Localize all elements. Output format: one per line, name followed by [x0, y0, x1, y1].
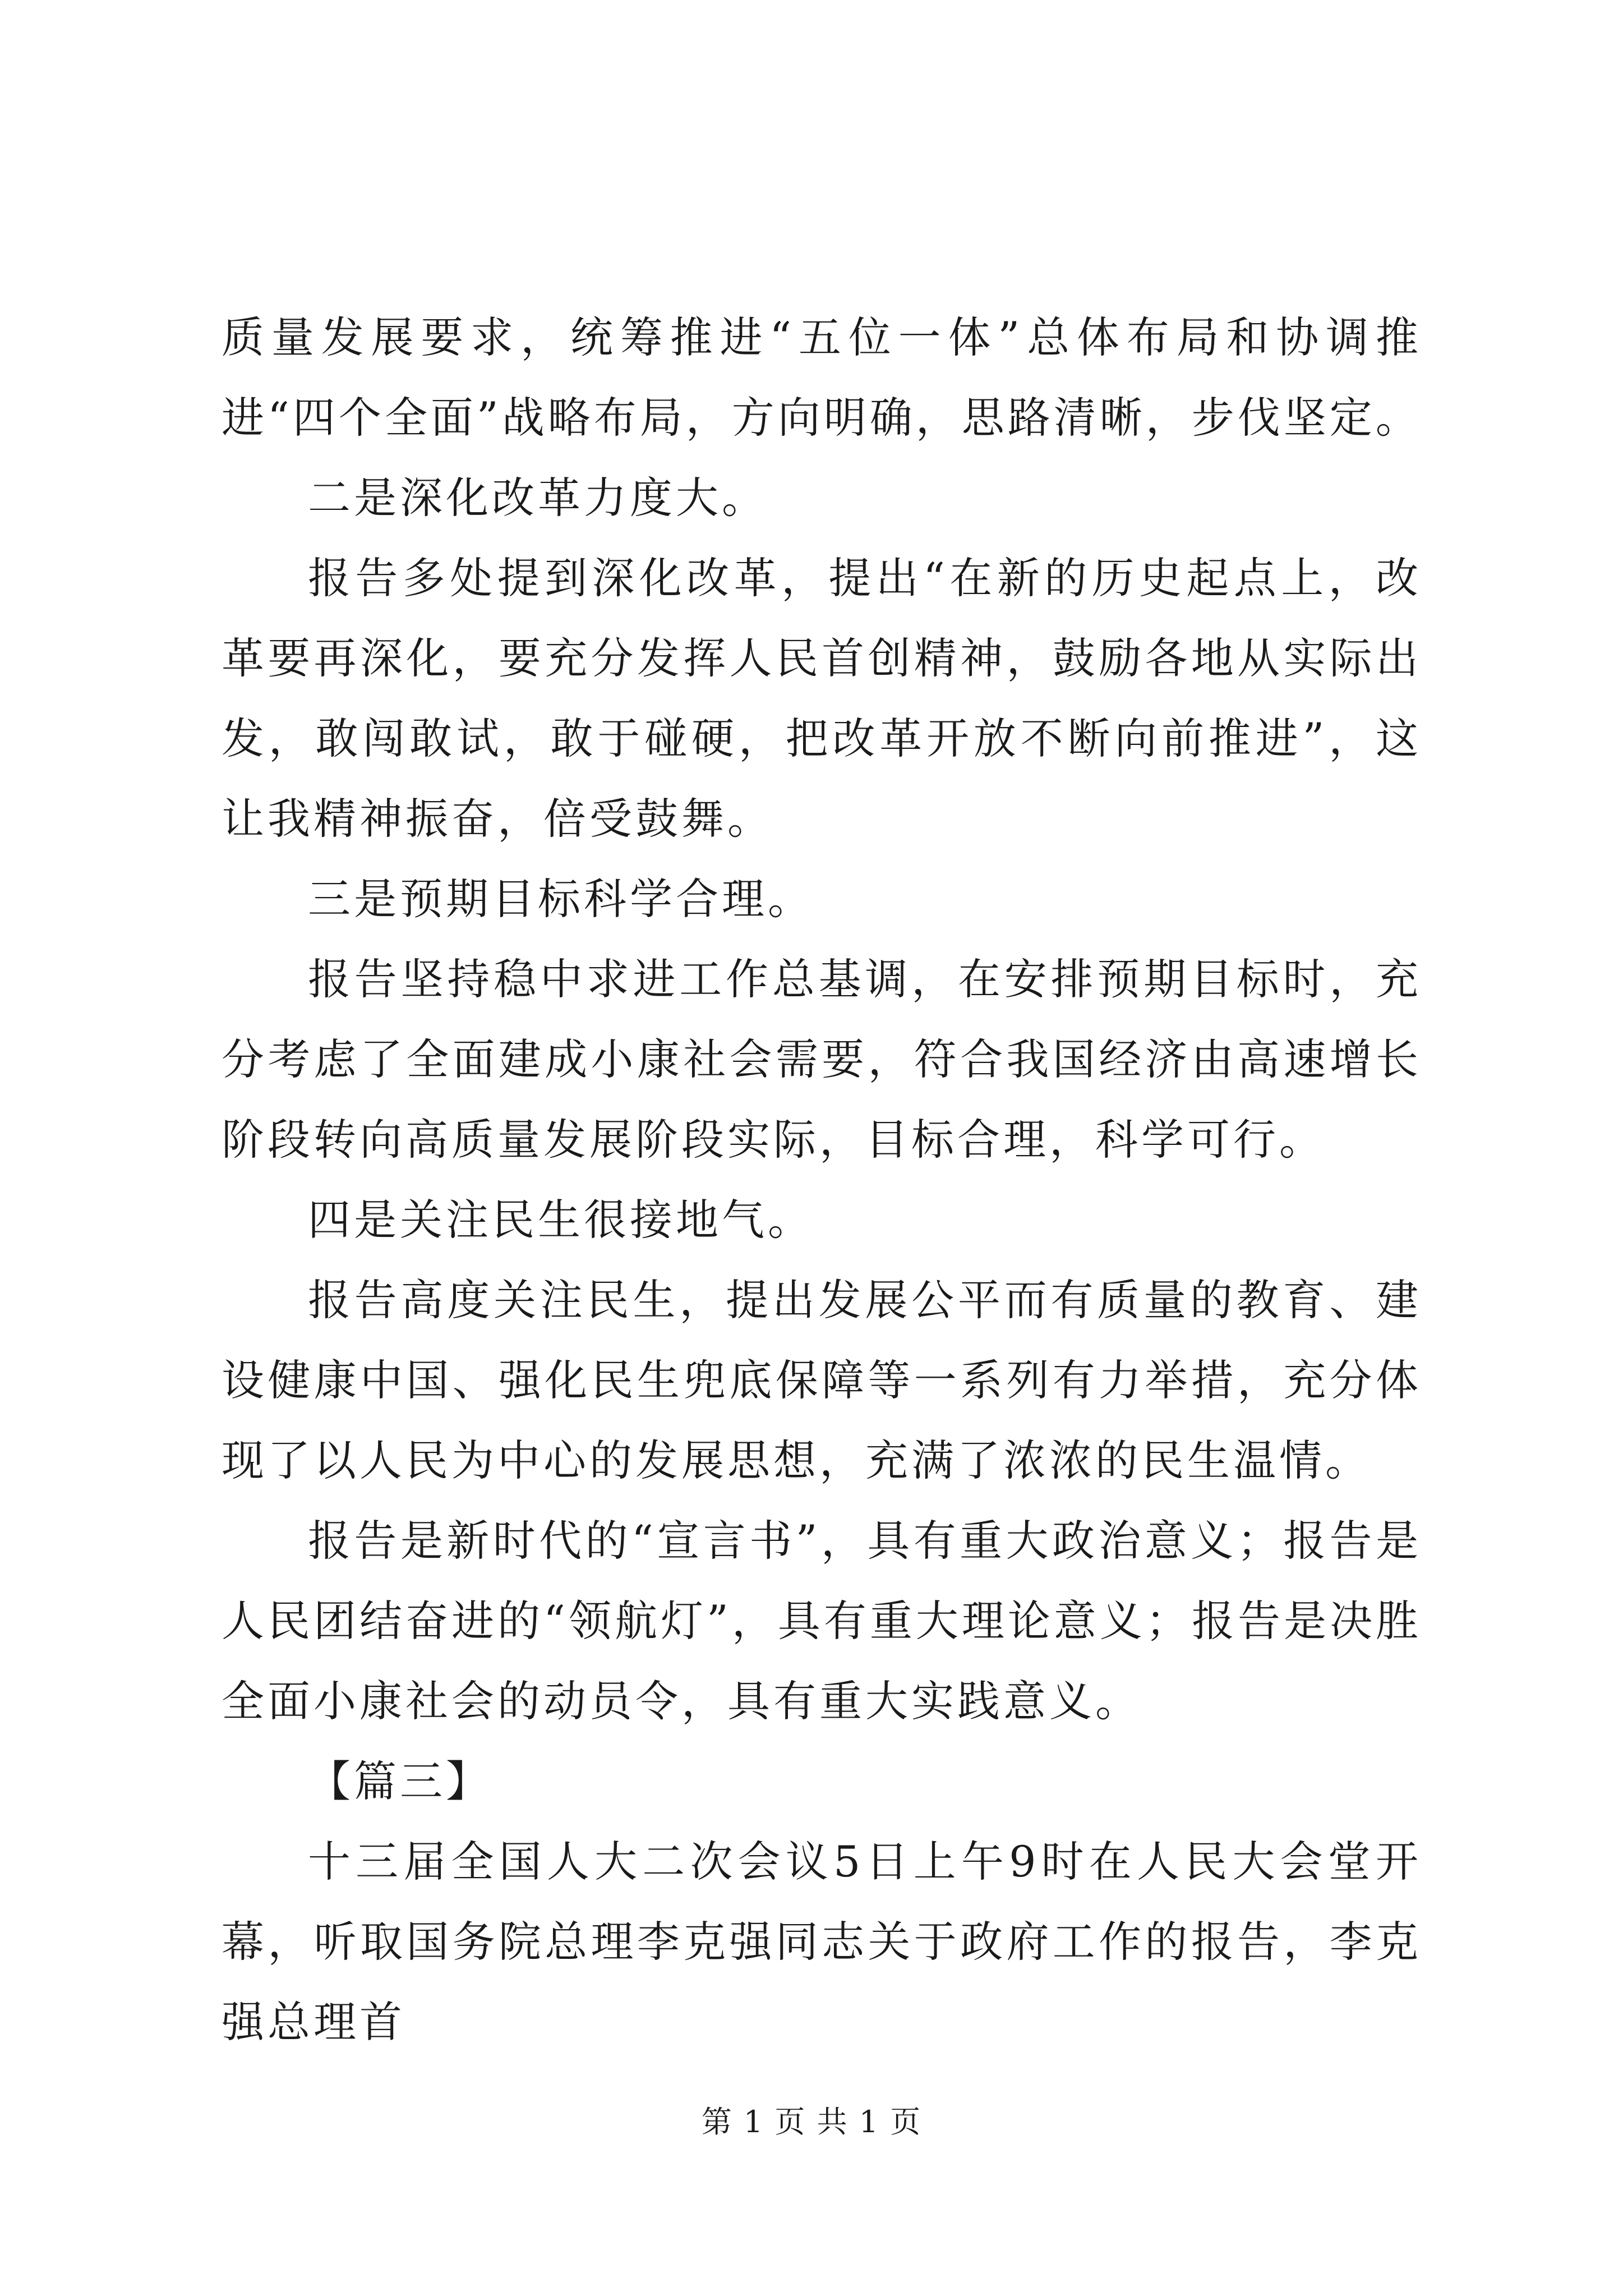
- paragraph-heading-three: 三是预期目标科学合理。: [308, 874, 814, 924]
- paragraph-reform: 报告多处提到深化改革，提出“在新的历史起点上，改革要再深化，要充分发挥人民首创精神，鼓励各地从实际出发，敢闯敢试，敢于碰硬，把改革开放不断向前推进”，这让我精神振奋，倍受鼓舞。: [222, 553, 1422, 844]
- section-heading: 【篇三】: [308, 1756, 492, 1806]
- paragraph-targets: 报告坚持稳中求进工作总基调，在安排预期目标时，充分考虑了全面建成小康社会需要，符合我国经济由高速增长阶段转向高质量发展阶段实际，目标合理，科学可行。: [222, 954, 1422, 1165]
- paragraph-livelihood: 报告高度关注民生，提出发展公平而有质量的教育、建设健康中国、强化民生兜底保障等一系列有力举措，充分体现了以人民为中心的发展思想，充满了浓浓的民生温情。: [222, 1275, 1422, 1485]
- paragraph-heading-two: 二是深化改革力度大。: [308, 473, 768, 523]
- document-body: [222, 297, 1422, 2062]
- page-footer: 第 1 页 共 1 页: [701, 2104, 922, 2139]
- paragraph-significance: 报告是新时代的“宣言书”，具有重大政治意义；报告是人民团结奋进的“领航灯”，具有重大理论意义；报告是决胜全面小康社会的动员令，具有重大实践意义。: [222, 1516, 1422, 1726]
- paragraph-section-three-intro: 十三届全国人大二次会议5日上午9时在人民大会堂开幕，听取国务院总理李克强同志关于政府工作的报告，李克强总理首: [222, 1837, 1422, 2047]
- paragraph-continuation: 质量发展要求，统筹推进“五位一体”总体布局和协调推进“四个全面”战略布局，方向明确，思路清晰，步伐坚定。: [222, 312, 1422, 443]
- paragraph-heading-four: 四是关注民生很接地气。: [308, 1195, 814, 1245]
